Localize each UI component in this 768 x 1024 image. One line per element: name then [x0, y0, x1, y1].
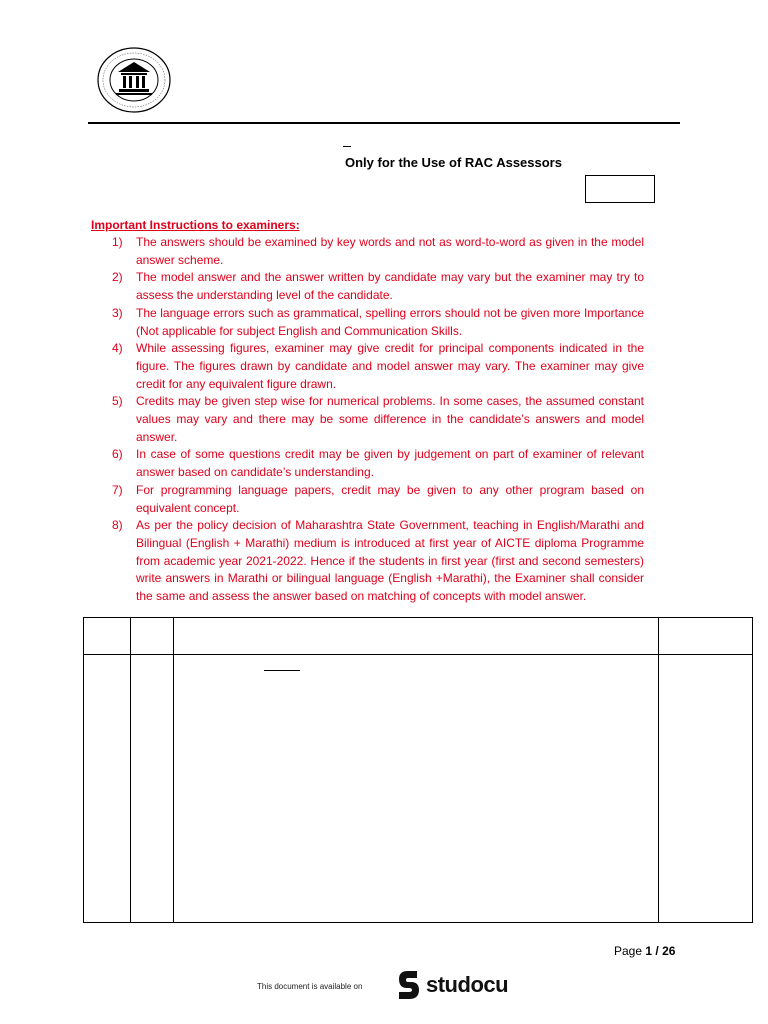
instruction-item: 6) In case of some questions credit may be given by judgement on part of examiner of relevant answer based on candidate’s understanding. [112, 447, 644, 480]
instruction-item: 8) As per the policy decision of Maharashtra State Government, teaching in English/Marathi and Bilingual (English + Marathi) medium is introduced at first year of AICTE diploma Programme from academic year 2021-2022. Hence if the students in first year (first and second semesters) write answers in Marathi or bilingual language (English +Marathi), the Examiner shall consider the same and assess the answer based on matching of concepts with model answer. [112, 518, 644, 604]
instruction-item: 7) For programming language papers, credit may be given to any other program based on equivalent concept. [112, 482, 644, 515]
header-dash [343, 146, 351, 147]
answer-table [83, 617, 753, 923]
instruction-item: 3) The language errors such as grammatical, spelling errors should not be given more Importance (Not applicable for subject English and Communication Skills. [112, 305, 644, 338]
table-underline-mark [264, 670, 300, 671]
subject-code-box [585, 175, 655, 203]
instructions-list [104, 234, 644, 606]
instruction-item: 4) While assessing figures, examiner may give credit for principal components indicated in the figure. The figures drawn by candidate and model answer may vary. The examiner may give credit for any equivalent figure drawn. [112, 341, 644, 391]
board-seal-logo [96, 46, 172, 114]
instructions-heading: Important Instructions to examiners: [91, 218, 300, 232]
table-column-divider [658, 618, 659, 922]
header-rule [88, 122, 680, 124]
page-number: Page 1 / 26 [614, 944, 676, 958]
instruction-item: 1) The answers should be examined by key words and not as word-to-word as given in the model answer scheme. [112, 235, 644, 267]
studocu-brand-link[interactable]: studocu [426, 972, 509, 997]
page-title: Only for the Use of RAC Assessors [345, 155, 562, 170]
table-column-divider [173, 618, 174, 922]
table-header-divider [84, 654, 752, 655]
table-column-divider [130, 618, 131, 922]
studocu-logo-icon[interactable] [395, 969, 421, 1001]
instruction-item: 2) The model answer and the answer written by candidate may vary but the examiner may try to assess the understanding level of the candidate. [112, 270, 644, 303]
instruction-item: 5) Credits may be given step wise for numerical problems. In some cases, the assumed constant values may vary and there may be some difference in the candidate’s answers and model answer. [112, 394, 644, 444]
available-on-text: This document is available on [257, 982, 363, 991]
